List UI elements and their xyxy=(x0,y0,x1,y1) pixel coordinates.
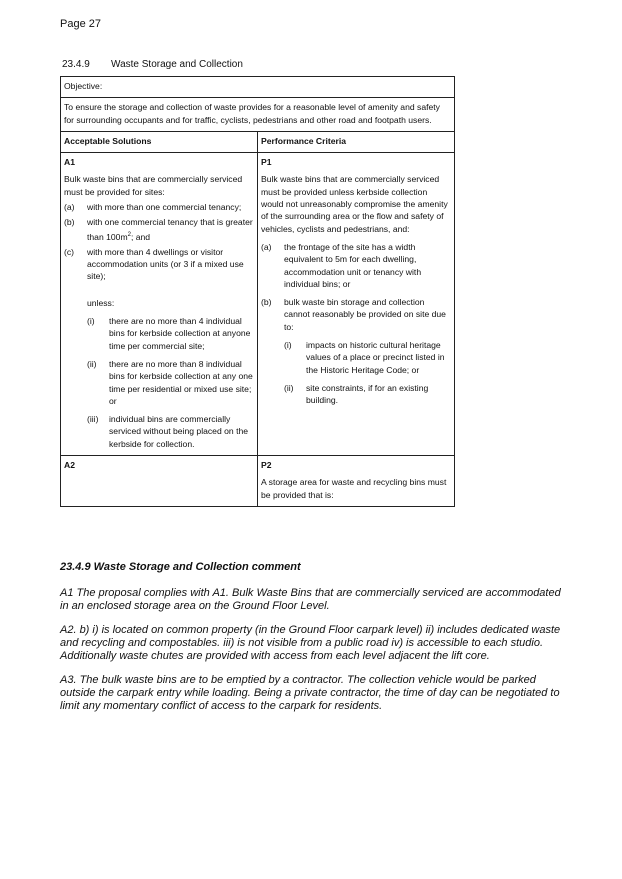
a1-subitem-i xyxy=(87,315,254,352)
item-text: there are no more than 4 individual bins for kerbside collection at anyone time per commercial site; xyxy=(109,316,251,351)
item-label: (b) xyxy=(64,217,75,228)
item-text: the frontage of the site has a width equivalent to 5m for each dwelling, accommodation unit or tenancy with individual bins; or xyxy=(284,241,422,289)
item-text-main: with one commercial tenancy that is greater than 100m xyxy=(87,217,253,242)
item-label: (a) xyxy=(261,241,272,252)
standards-table xyxy=(60,76,455,507)
p2-cell xyxy=(258,455,455,506)
item-label: (ii) xyxy=(284,382,294,393)
p1-subitem-ii xyxy=(284,382,451,407)
item-text: bulk waste bin storage and collection cannot reasonably be provided on site due to: xyxy=(284,297,446,332)
superscript: 2 xyxy=(127,231,131,238)
p1-intro: Bulk waste bins that are commercially serviced must be provided unless kerbside collection would not unreasonably compromise the amenity of the surrounding area or the flow and safety of vehicles, cyclists and pedestrians, and: xyxy=(261,174,448,234)
section-heading xyxy=(62,59,243,70)
a2-cell xyxy=(61,455,258,506)
a1-p1-row xyxy=(61,153,455,456)
item-text xyxy=(87,216,254,242)
p1-sub-block xyxy=(284,339,451,406)
section-number: 23.4.9 xyxy=(62,59,90,70)
item-label: (i) xyxy=(87,316,95,327)
a1-item-a xyxy=(64,201,254,213)
item-text: impacts on historic cultural heritage values of a place or precinct listed in the Historic Heritage Code; or xyxy=(306,340,445,375)
p1-code: P1 xyxy=(261,157,272,168)
item-text-tail: ; and xyxy=(130,231,151,242)
item-text: there are no more than 8 individual bins for kerbside collection at any one time per residential or mixed use site; or xyxy=(109,358,253,406)
item-label: (c) xyxy=(64,246,75,257)
a1-subitem-ii xyxy=(87,358,254,407)
item-text: with more than 4 dwellings or visitor accommodation units (or 3 if a mixed use site); xyxy=(87,246,244,282)
objective-label-row xyxy=(61,77,455,98)
acceptable-solutions-header: Acceptable Solutions xyxy=(61,131,258,152)
objective-label: Objective: xyxy=(61,77,455,98)
objective-text: To ensure the storage and collection of waste provides for a reasonable level of amenity and safety for surrounding occupants and for traffic, cyclists, pedestrians and other road and footpath users. xyxy=(61,98,455,132)
p1-item-a xyxy=(261,241,451,290)
a1-intro: Bulk waste bins that are commercially serviced must be provided for sites: xyxy=(64,174,243,197)
a1-cell xyxy=(61,153,258,456)
p1-subitem-i xyxy=(284,339,451,376)
comment-paragraph: A3. The bulk waste bins are to be emptied by a contractor. The collection vehicle would be parked outside the carpark entry while loading. Being a private contractor, the time of day can be negotiated to limit any momentary conflict of access to the carpark for residents. xyxy=(60,674,560,712)
a1-item-c xyxy=(64,246,254,283)
p1-cell xyxy=(258,153,455,456)
p2-code: P2 xyxy=(261,459,272,470)
item-label: (i) xyxy=(284,340,292,351)
unless-label: unless: xyxy=(87,297,115,308)
item-label: (ii) xyxy=(87,358,97,369)
item-label: (iii) xyxy=(87,414,99,425)
item-text: individual bins are commercially serviced without being placed on the kerbside for collection. xyxy=(109,414,249,449)
p2-text: A storage area for waste and recycling bins must be provided that is: xyxy=(261,477,447,500)
comment-paragraph: A1 The proposal complies with A1. Bulk Waste Bins that are commercially serviced are accommodated in an enclosed storage area on the Ground Floor Level. xyxy=(60,587,561,612)
table-header-row xyxy=(61,131,455,152)
section-title: Waste Storage and Collection xyxy=(111,59,243,70)
item-label: (b) xyxy=(261,297,272,308)
item-text: site constraints, if for an existing building. xyxy=(306,382,429,406)
a2-p2-row xyxy=(61,455,455,506)
a2-code: A2 xyxy=(64,459,75,470)
a1-unless-block xyxy=(87,297,254,450)
p1-item-b xyxy=(261,296,451,333)
performance-criteria-header: Performance Criteria xyxy=(258,131,455,152)
a1-subitem-iii xyxy=(87,413,254,450)
item-label: (a) xyxy=(64,202,75,213)
a1-item-b xyxy=(64,216,254,242)
a1-code: A1 xyxy=(64,157,75,168)
item-text: with more than one commercial tenancy; xyxy=(87,202,242,213)
comment-paragraph: A2. b) i) is located on common property (in the Ground Floor carpark level) ii) includes dedicated waste and recycling and compostables. iii) is not visible from a public road iv) is accessible to each studio. Additionally waste chutes are provided with access from each level adjacent the lift core. xyxy=(60,624,561,662)
comment-title: 23.4.9 Waste Storage and Collection comment xyxy=(60,561,301,573)
objective-text-row xyxy=(61,98,455,132)
page-number: Page 27 xyxy=(60,18,101,30)
